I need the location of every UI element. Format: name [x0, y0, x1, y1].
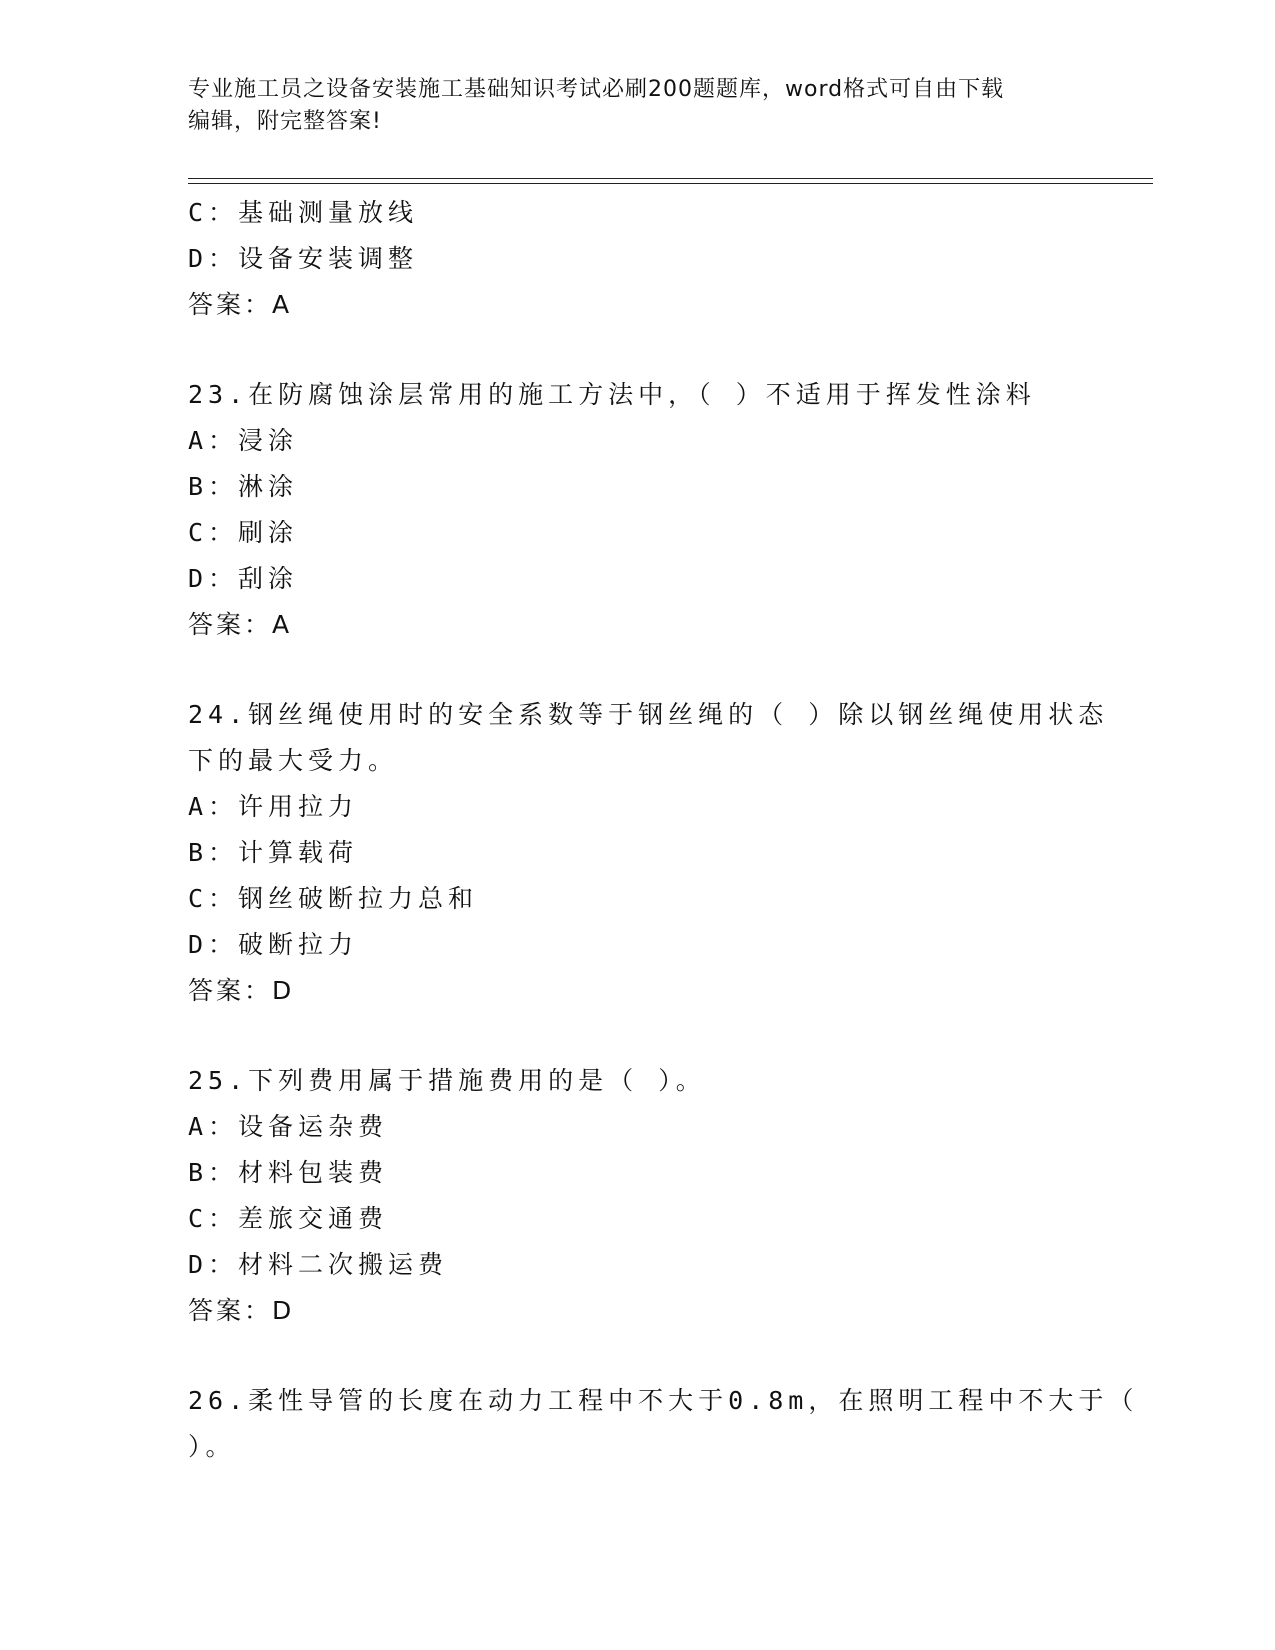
answer-line: 答案：A	[188, 610, 293, 639]
option-a: A：许用拉力	[188, 792, 359, 821]
question-22-tail	[188, 190, 1088, 328]
option-d: D：刮涂	[188, 564, 299, 593]
question-25	[188, 1058, 1088, 1334]
option-d: D：设备安装调整	[188, 244, 419, 273]
question-23	[188, 372, 1088, 648]
question-text-continued: ）。	[188, 1432, 236, 1461]
question-text: 26.柔性导管的长度在动力工程中不大于0.8m，在照明工程中不大于（	[188, 1386, 1139, 1415]
header-rule-bottom	[188, 183, 1153, 184]
answer-line: 答案：A	[188, 290, 293, 319]
option-c: C：刷涂	[188, 518, 299, 547]
question-text: 25.下列费用属于措施费用的是（ ）。	[188, 1066, 706, 1095]
header-line-1: 专业施工员之设备安装施工基础知识考试必刷200题题库，word格式可自由下载	[188, 77, 1005, 102]
option-a: A：设备运杂费	[188, 1112, 389, 1141]
option-c: C：钢丝破断拉力总和	[188, 884, 479, 913]
option-b: B：材料包装费	[188, 1158, 389, 1187]
question-text: 24.钢丝绳使用时的安全系数等于钢丝绳的（ ）除以钢丝绳使用状态	[188, 700, 1109, 729]
option-c: C：基础测量放线	[188, 198, 419, 227]
option-d: D：材料二次搬运费	[188, 1250, 449, 1279]
option-b: B：淋涂	[188, 472, 299, 501]
question-text-continued: 下的最大受力。	[188, 746, 399, 775]
answer-line: 答案：D	[188, 976, 295, 1005]
document-header	[188, 74, 1088, 138]
option-b: B：计算载荷	[188, 838, 359, 867]
question-list	[188, 190, 1139, 1514]
question-24	[188, 692, 1109, 1014]
question-text: 23.在防腐蚀涂层常用的施工方法中，（ ）不适用于挥发性涂料	[188, 380, 1036, 409]
question-26	[188, 1378, 1139, 1470]
option-c: C：差旅交通费	[188, 1204, 389, 1233]
option-d: D：破断拉力	[188, 930, 359, 959]
header-rule-top	[188, 178, 1153, 179]
header-line-2: 编辑，附完整答案!	[188, 109, 382, 134]
option-a: A：浸涂	[188, 426, 299, 455]
answer-line: 答案：D	[188, 1296, 295, 1325]
